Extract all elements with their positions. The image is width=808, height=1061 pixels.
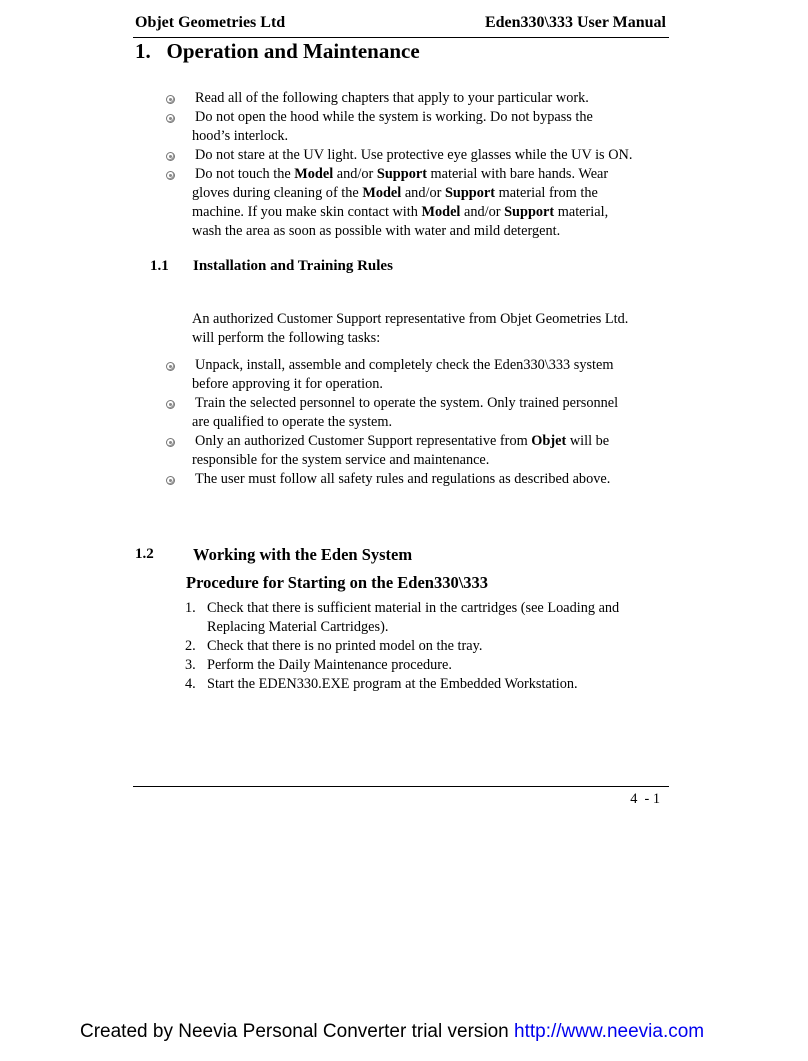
header-company: Objet Geometries Ltd (135, 14, 286, 31)
bullet-icon (166, 476, 175, 485)
task-bullet-1-line1: Unpack, install, assemble and completely check the Eden330\333 system (195, 357, 614, 373)
step-3: Perform the Daily Maintenance procedure. (207, 657, 452, 673)
intro-bullet-4-line4: wash the area as soon as possible with water and mild detergent. (192, 223, 561, 239)
section-1-2-number: 1.2 (135, 546, 154, 562)
footer-rule (133, 786, 669, 787)
step-number: 3. (185, 657, 196, 673)
intro-bullet-3: Do not stare at the UV light. Use protective eye glasses while the UV is ON. (195, 147, 633, 163)
section-1-1-title: Installation and Training Rules (193, 258, 393, 274)
intro-bullet-2-line2: hood’s interlock. (192, 128, 289, 144)
bullet-icon (166, 114, 175, 123)
step-2: Check that there is no printed model on the tray. (207, 638, 483, 654)
intro-bullet-4-line1: Do not touch the Model and/or Support material with bare hands. Wear (195, 166, 609, 182)
section-1-1-para-line2: will perform the following tasks: (192, 330, 381, 346)
bullet-icon (166, 171, 175, 180)
step-4: Start the EDEN330.EXE program at the Embedded Workstation. (207, 676, 578, 692)
watermark-link[interactable]: http://www.neevia.com (514, 1021, 705, 1042)
task-bullet-2-line1: Train the selected personnel to operate the system. Only trained personnel (195, 395, 619, 411)
section-1-1-para-line1: An authorized Customer Support representative from Objet Geometries Ltd. (192, 311, 629, 327)
bullet-icon (166, 438, 175, 447)
intro-bullet-1: Read all of the following chapters that apply to your particular work. (195, 90, 589, 106)
task-bullet-2-line2: are qualified to operate the system. (192, 414, 393, 430)
watermark-text: Created by Neevia Personal Converter trial version (80, 1021, 515, 1042)
bullet-icon (166, 400, 175, 409)
intro-bullet-4-line3: machine. If you make skin contact with Model and/or Support material, (192, 204, 609, 220)
task-bullet-3-line2: responsible for the system service and maintenance. (192, 452, 490, 468)
chapter-title: 1. Operation and Maintenance (135, 39, 420, 63)
procedure-title: Procedure for Starting on the Eden330\333 (186, 573, 489, 592)
task-bullet-3-line1: Only an authorized Customer Support representative from Objet will be (195, 433, 610, 449)
bullet-icon (166, 362, 175, 371)
converter-watermark (80, 1021, 704, 1043)
step-1-line1: Check that there is sufficient material in the cartridges (see Loading and (207, 600, 620, 616)
task-bullet-1-line2: before approving it for operation. (192, 376, 383, 392)
bullet-icon (166, 152, 175, 161)
section-1-1-number: 1.1 (150, 258, 169, 274)
section-1-2-title: Working with the Eden System (193, 545, 413, 564)
step-number: 4. (185, 676, 196, 692)
intro-bullet-2-line1: Do not open the hood while the system is working. Do not bypass the (195, 109, 593, 125)
step-number: 2. (185, 638, 196, 654)
header-manual-title: Eden330\333 User Manual (484, 14, 666, 31)
bullet-icon (166, 95, 175, 104)
step-number: 1. (185, 600, 196, 616)
step-1-line2: Replacing Material Cartridges). (207, 619, 389, 635)
header-rule (133, 37, 669, 38)
page-number: 4 - 1 (630, 791, 660, 807)
intro-bullet-4-line2: gloves during cleaning of the Model and/or Support material from the (192, 185, 598, 201)
task-bullet-4: The user must follow all safety rules and regulations as described above. (195, 471, 611, 487)
